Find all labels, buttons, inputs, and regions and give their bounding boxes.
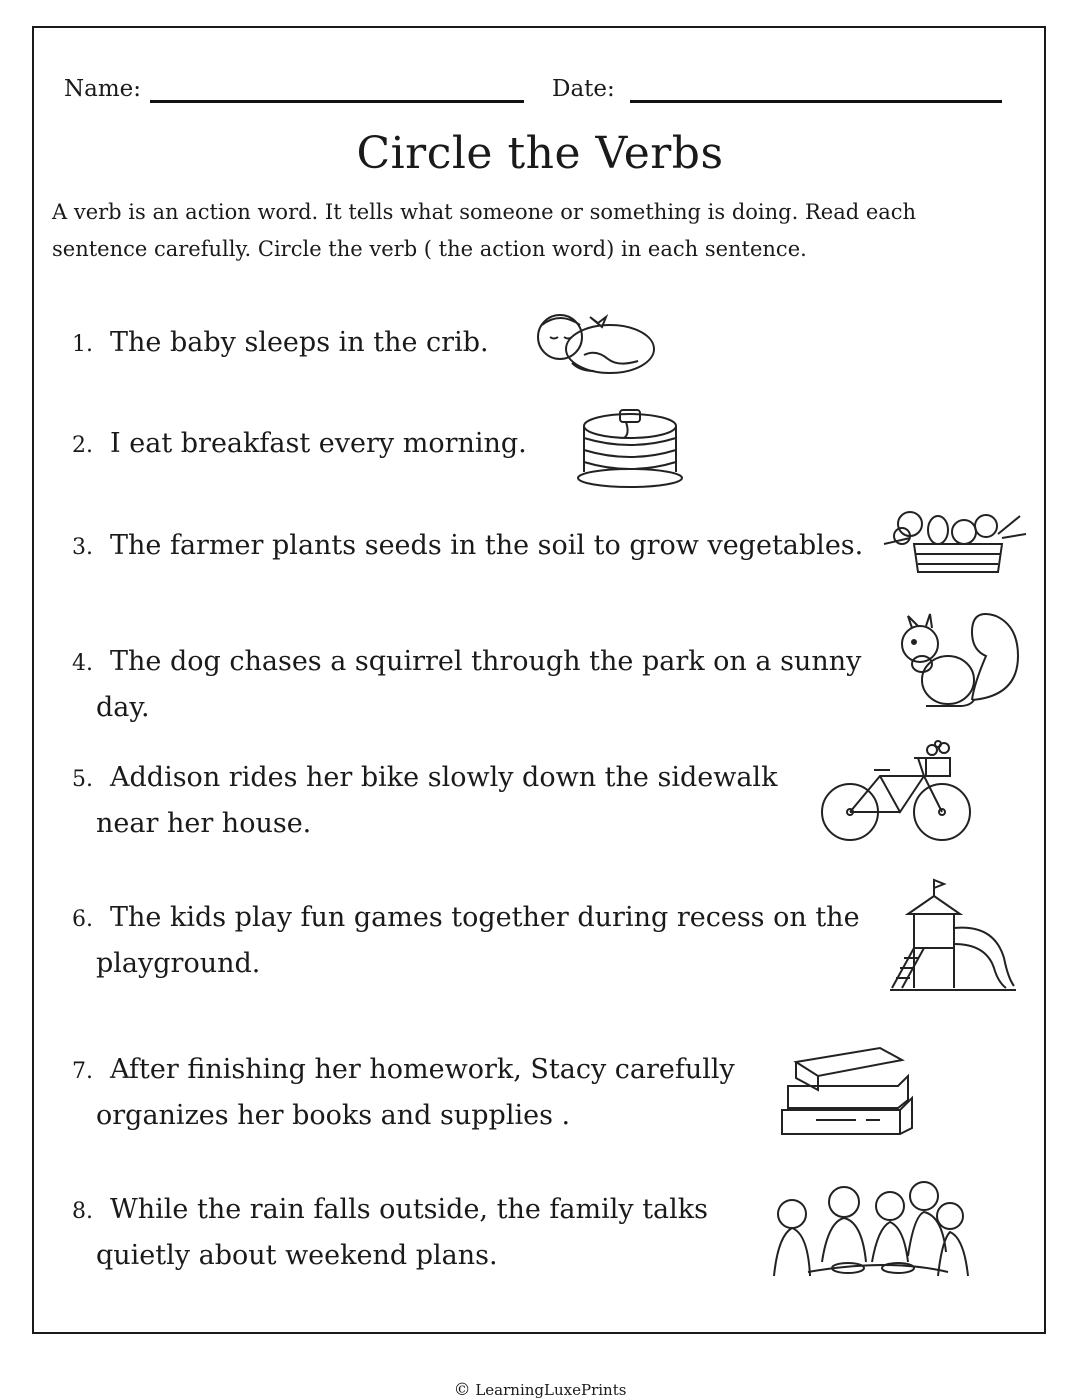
question-7 [72, 1048, 735, 1138]
footer [0, 1380, 1080, 1400]
instructions-line: sentence carefully. Circle the verb ( the action word) in each sentence. [52, 237, 807, 261]
sleeping-baby-icon [522, 303, 660, 381]
sentence-text[interactable]: The baby sleeps in the crib. [110, 327, 489, 358]
sentence-text[interactable]: The kids play fun games together during recess on the [110, 902, 860, 933]
question-6 [72, 896, 860, 986]
question-3 [72, 524, 863, 570]
question-4 [72, 640, 861, 730]
bicycle-icon [818, 740, 974, 846]
sentence-text[interactable]: The dog chases a squirrel through the park on a sunny [110, 646, 862, 677]
date-field[interactable] [630, 100, 1002, 103]
sentence-text-continued[interactable]: quietly about weekend plans. [96, 1240, 498, 1271]
sentence-text[interactable]: While the rain falls outside, the family talks [110, 1194, 708, 1225]
question-8 [72, 1188, 708, 1278]
sentence-text-continued[interactable]: near her house. [96, 808, 312, 839]
question-number: 2. [72, 433, 93, 458]
books-stack-icon [776, 1044, 918, 1136]
sentence-text-continued[interactable]: day. [96, 692, 150, 723]
playground-icon [888, 878, 1018, 994]
family-dinner-icon [768, 1176, 974, 1286]
question-2 [72, 422, 527, 468]
copyright-icon: © [453, 1380, 471, 1400]
question-5 [72, 756, 777, 846]
question-number: 6. [72, 907, 93, 932]
instructions-line: A verb is an action word. It tells what someone or something is doing. Read each [52, 200, 917, 224]
question-number: 4. [72, 651, 93, 676]
vegetable-crate-icon [880, 504, 1030, 576]
sentence-text[interactable]: The farmer plants seeds in the soil to grow vegetables. [110, 530, 864, 561]
name-field[interactable] [150, 100, 524, 103]
squirrel-icon [886, 608, 1026, 716]
question-number: 5. [72, 767, 93, 792]
question-number: 3. [72, 535, 93, 560]
page-title: Circle the Verbs [356, 128, 724, 179]
sentence-text-continued[interactable]: playground. [96, 948, 261, 979]
question-number: 1. [72, 332, 93, 357]
sentence-text[interactable]: Addison rides her bike slowly down the sidewalk [110, 762, 778, 793]
date-label: Date: [552, 76, 615, 102]
sentence-text[interactable]: After finishing her homework, Stacy carefully [110, 1054, 735, 1085]
question-1 [72, 321, 489, 367]
sentence-text[interactable]: I eat breakfast every morning. [110, 428, 527, 459]
sentence-text-continued[interactable]: organizes her books and supplies . [96, 1100, 571, 1131]
brand-name: LearningLuxePrints [475, 1381, 627, 1399]
name-label: Name: [64, 76, 142, 102]
question-number: 7. [72, 1059, 93, 1084]
instructions [52, 194, 1042, 268]
pancakes-icon [574, 398, 686, 490]
question-number: 8. [72, 1199, 93, 1224]
